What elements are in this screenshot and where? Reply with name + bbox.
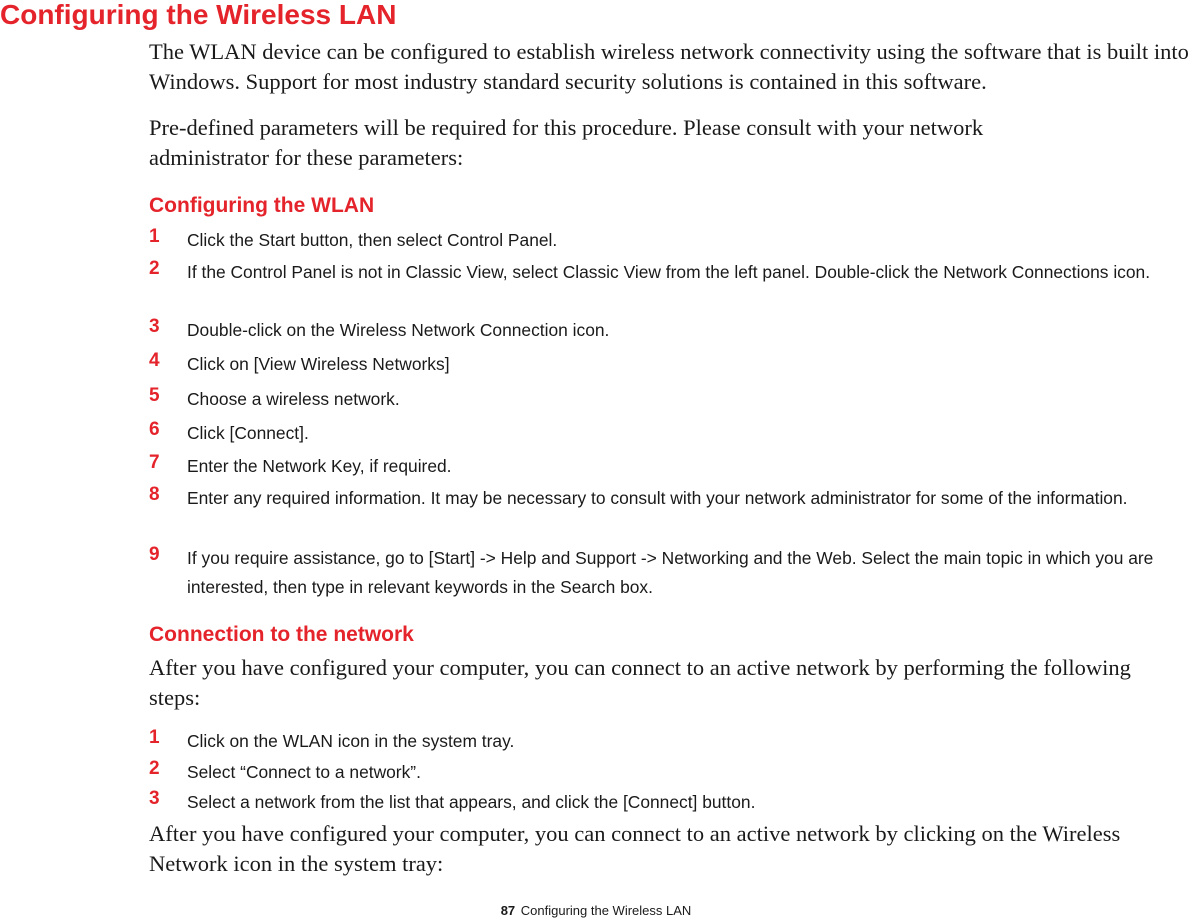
step-number: 1: [149, 226, 160, 247]
page-number: 87: [500, 903, 516, 918]
step-number: 3: [149, 788, 160, 809]
page-footer: [0, 903, 1192, 919]
step-number: 2: [149, 258, 160, 279]
footer-section-title: Configuring the Wireless LAN: [520, 903, 692, 918]
step-text: Select “Connect to a network”.: [187, 762, 421, 782]
step-number: 2: [149, 758, 160, 779]
step-number: 4: [149, 350, 160, 371]
step-number: 7: [149, 452, 160, 473]
step-text: Click the Start button, then select Control Panel.: [187, 230, 558, 250]
step-text: If the Control Panel is not in Classic View, select Classic View from the left panel. Double-click the Network Connections icon.: [187, 262, 1151, 282]
step-text: Click on the WLAN icon in the system tray.: [187, 731, 515, 751]
connection-intro-paragraph: After you have configured your computer, you can connect to an active network by performing the following steps:: [149, 655, 1131, 710]
step-text: Select a network from the list that appears, and click the [Connect] button.: [187, 792, 756, 812]
step-text: Click on [View Wireless Networks]: [187, 354, 450, 374]
step-number: 8: [149, 484, 160, 505]
step-text: Double-click on the Wireless Network Connection icon.: [187, 320, 610, 340]
step-text: Enter the Network Key, if required.: [187, 456, 452, 476]
step-number: 5: [149, 385, 160, 406]
step-text: Choose a wireless network.: [187, 389, 400, 409]
page-title: Configuring the Wireless LAN: [0, 0, 397, 30]
connection-heading: Connection to the network: [149, 623, 414, 646]
step-number: 9: [149, 544, 160, 565]
step-text: If you require assistance, go to [Start] -> Help and Support -> Networking and the Web. Select the main topic in which you are interested, then type in relevant keywords in the Search box.: [187, 548, 1154, 597]
step-number: 6: [149, 419, 160, 440]
intro-paragraph-2: Pre-defined parameters will be required for this procedure. Please consult with your network administrator for these parameters:: [149, 115, 984, 170]
configuring-wlan-heading: Configuring the WLAN: [149, 194, 375, 217]
step-text: Click [Connect].: [187, 423, 309, 443]
step-text: Enter any required information. It may be necessary to consult with your network administrator for some of the information.: [187, 488, 1128, 508]
connection-closing-paragraph: After you have configured your computer, you can connect to an active network by clicking on the Wireless Network icon in the system tray:: [149, 821, 1121, 876]
step-number: 3: [149, 316, 160, 337]
intro-paragraph-1: The WLAN device can be configured to establish wireless network connectivity using the software that is built into Windows. Support for most industry standard security solutions is contained in this software.: [149, 39, 1189, 94]
step-number: 1: [149, 727, 160, 748]
